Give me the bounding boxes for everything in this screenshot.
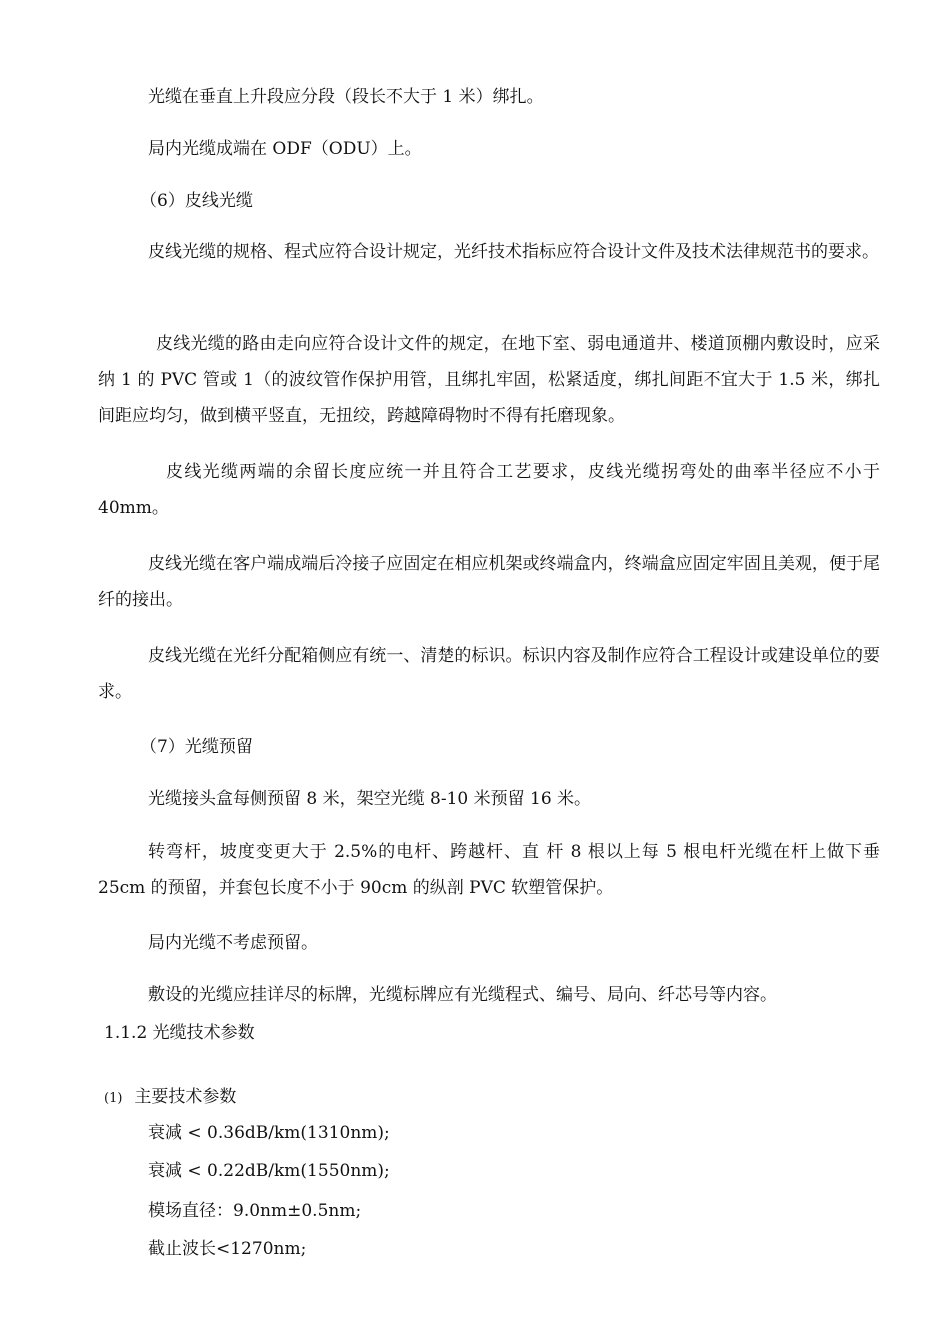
subheading-6: （6）皮线光缆 bbox=[140, 191, 253, 211]
subsection-heading bbox=[104, 1086, 236, 1110]
text-line: 光缆在垂直上升段应分段（段长不大于 1 米）绑扎。 bbox=[148, 87, 544, 107]
paragraph: 皮线光缆两端的余留长度应统一并且符合工艺要求，皮线光缆拐弯处的曲率半径应不小于 40mm。 bbox=[98, 462, 880, 518]
text-line: 局内光缆成端在 ODF（ODU）上。 bbox=[148, 139, 422, 159]
param-line: 衰减 < 0.22dB/km(1550nm); bbox=[148, 1161, 390, 1181]
text-line: 局内光缆不考虑预留。 bbox=[148, 933, 318, 953]
param-line: 截止波长<1270nm; bbox=[148, 1239, 307, 1259]
subsection-number: (1) bbox=[104, 1091, 123, 1106]
text-line: 敷设的光缆应挂详尽的标牌，光缆标牌应有光缆程式、编号、局向、纤芯号等内容。 bbox=[148, 985, 777, 1005]
section-heading: 1.1.2 光缆技术参数 bbox=[104, 1023, 255, 1043]
param-line: 衰减 < 0.36dB/km(1310nm); bbox=[148, 1123, 390, 1143]
subsection-title: 主要技术参数 bbox=[134, 1087, 237, 1107]
paragraph: 转弯杆，坡度变更大于 2.5%的电杆、跨越杆、直 杆 8 根以上每 5 根电杆光缆在杆上做下垂 25cm 的预留，并套包长度不小于 90cm 的纵剖 PVC 软塑管保护。 bbox=[98, 842, 880, 898]
paragraph: 皮线光缆的规格、程式应符合设计规定，光纤技术指标应符合设计文件及技术法律规范书的要求。 bbox=[148, 242, 879, 262]
paragraph: 皮线光缆在客户端成端后冷接子应固定在相应机架或终端盒内，终端盒应固定牢固且美观，便于尾纤的接出。 bbox=[98, 554, 880, 610]
param-line: 模场直径：9.0nm±0.5nm; bbox=[148, 1201, 362, 1221]
subheading-7: （7）光缆预留 bbox=[140, 737, 253, 757]
text-line: 光缆接头盒每侧预留 8 米，架空光缆 8-10 米预留 16 米。 bbox=[148, 789, 592, 809]
paragraph: 皮线光缆的路由走向应符合设计文件的规定，在地下室、弱电通道井、楼道顶棚内敷设时，应采纳 1 的 PVC 管或 1（的波纹管作保护用管，且绑扎牢固，松紧适度，绑扎间距不宜大于 1.5 米，绑扎间距应均匀，做到横平竖直，无扭绞，跨越障碍物时不得有托磨现象。 bbox=[98, 334, 880, 426]
paragraph: 皮线光缆在光纤分配箱侧应有统一、清楚的标识。标识内容及制作应符合工程设计或建设单位的要求。 bbox=[98, 646, 880, 702]
